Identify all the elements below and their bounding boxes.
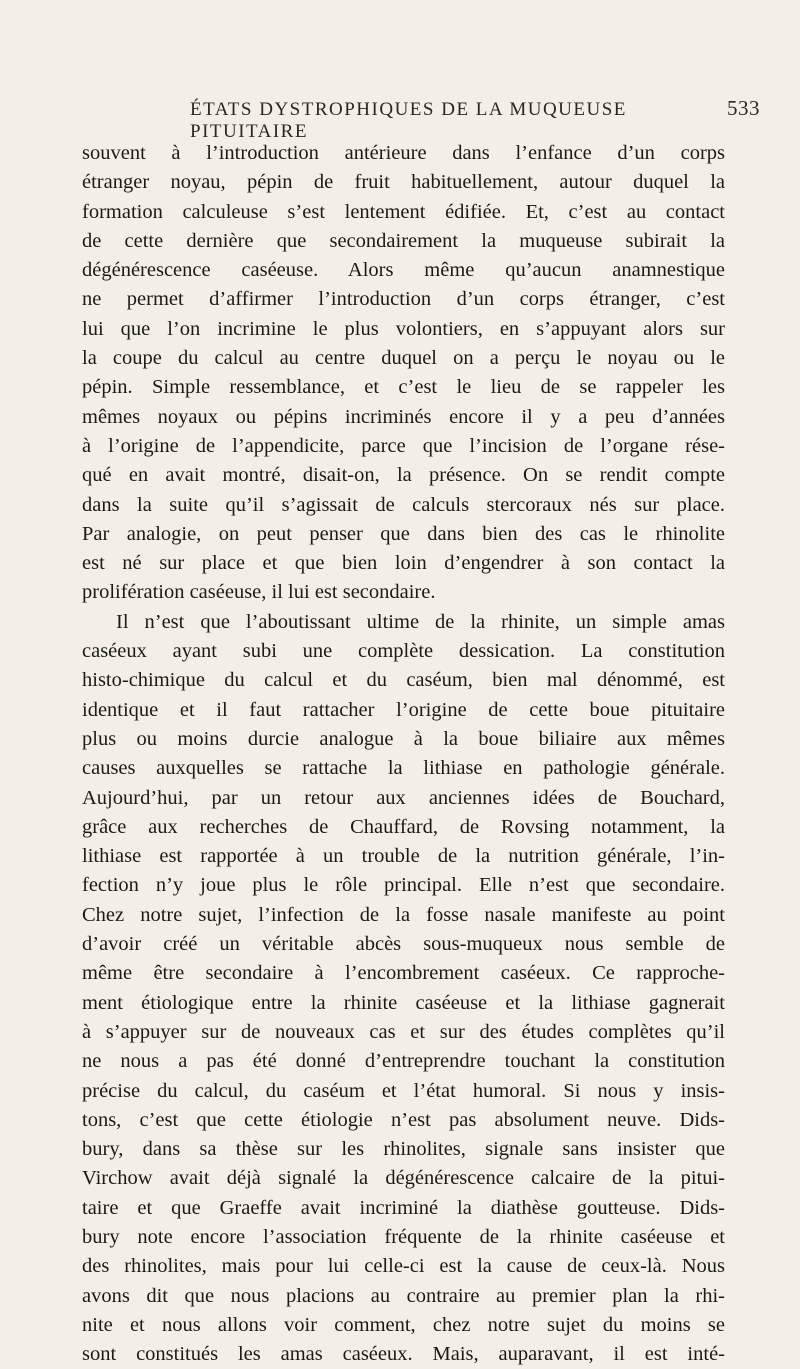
text-line: pépin. Simple ressemblance, et c’est le lieu de se rappeler les: [82, 376, 725, 399]
text-line: nite et nous allons voir comment, chez notre sujet du moins se: [82, 1313, 725, 1336]
text-line: même être secondaire à l’encombrement caséeux. Ce rapproche-: [82, 962, 725, 985]
text-line: précise du calcul, du caséum et l’état humoral. Si nous y insis-: [82, 1079, 725, 1102]
text-line: mêmes noyaux ou pépins incriminés encore il y a peu d’années: [82, 405, 725, 428]
text-line: histo-chimique du calcul et du caséum, bien mal dénommé, est: [82, 669, 725, 692]
text-line: taire et que Graeffe avait incriminé la diathèse goutteuse. Dids-: [82, 1196, 725, 1219]
text-line: bury, dans sa thèse sur les rhinolites, signale sans insister que: [82, 1138, 725, 1161]
text-line: à s’appuyer sur de nouveaux cas et sur des études complètes qu’il: [82, 1020, 725, 1043]
text-line: à l’origine de l’appendicite, parce que l’incision de l’organe rése-: [82, 434, 725, 457]
text-line: d’avoir créé un véritable abcès sous-muqueux nous semble de: [82, 933, 725, 956]
text-line: Par analogie, on peut penser que dans bien des cas le rhinolite: [82, 522, 725, 545]
text-line: la coupe du calcul au centre duquel on a perçu le noyau ou le: [82, 347, 725, 370]
text-line: est né sur place et que bien loin d’engendrer à son contact la: [82, 552, 725, 575]
text-line: bury note encore l’association fréquente de la rhinite caséeuse et: [82, 1225, 725, 1248]
text-line: de cette dernière que secondairement la muqueuse subirait la: [82, 229, 725, 252]
text-line: identique et il faut rattacher l’origine de cette boue pituitaire: [82, 698, 725, 721]
running-title: ÉTATS DYSTROPHIQUES DE LA MUQUEUSE PITUITAIRE: [190, 99, 627, 142]
text-line: des rhinolites, mais pour lui celle-ci est la cause de ceux-là. Nous: [82, 1255, 725, 1278]
text-line: souvent à l’introduction antérieure dans l’enfance d’un corps: [82, 142, 725, 164]
text-line: Chez notre sujet, l’infection de la fosse nasale manifeste au point: [82, 903, 725, 926]
text-line: formation calculeuse s’est lentement édifiée. Et, c’est au contact: [82, 200, 725, 223]
text-line: dégénérescence caséeuse. Alors même qu’aucun anamnestique: [82, 259, 725, 282]
body-text: [82, 139, 725, 1369]
text-line: lui que l’on incrimine le plus volontiers, en s’appuyant alors sur: [82, 317, 725, 340]
text-line: dans la suite qu’il s’agissait de calculs stercoraux nés sur place.: [82, 493, 725, 516]
text-line: grâce aux recherches de Chauffard, de Rovsing notamment, la: [82, 815, 725, 838]
text-line: Virchow avait déjà signalé la dégénérescence calcaire de la pitui-: [82, 1167, 725, 1190]
text-line: Il n’est que l’aboutissant ultime de la rhinite, un simple amas: [116, 610, 725, 633]
running-header: [190, 96, 760, 143]
text-line: fection n’y joue plus le rôle principal. Elle n’est que secondaire.: [82, 874, 725, 897]
text-line: caséeux ayant subi une complète dessication. La constitution: [82, 640, 725, 663]
text-line: Aujourd’hui, par un retour aux anciennes idées de Bouchard,: [82, 786, 725, 809]
text-line: qué en avait montré, disait-on, la présence. On se rendit compte: [82, 464, 725, 487]
text-line: ment étiologique entre la rhinite caséeuse et la lithiase gagnerait: [82, 991, 725, 1014]
text-line: plus ou moins durcie analogue à la boue biliaire aux mêmes: [82, 727, 725, 750]
text-line: lithiase est rapportée à un trouble de la nutrition générale, l’in-: [82, 845, 725, 868]
text-line: étranger noyau, pépin de fruit habituellement, autour duquel la: [82, 171, 725, 194]
text-line: causes auxquelles se rattache la lithiase en pathologie générale.: [82, 757, 725, 780]
text-line: prolifération caséeuse, il lui est secondaire.: [82, 581, 436, 604]
text-line: ne nous a pas été donné d’entreprendre touchant la constitution: [82, 1050, 725, 1073]
page-number: 533: [727, 96, 760, 120]
text-line: sont constitués les amas caséeux. Mais, auparavant, il est inté-: [82, 1343, 725, 1366]
text-line: avons dit que nous placions au contraire au premier plan la rhi-: [82, 1284, 725, 1307]
text-line: ne permet d’affirmer l’introduction d’un corps étranger, c’est: [82, 288, 725, 311]
text-line: tons, c’est que cette étiologie n’est pas absolument neuve. Dids-: [82, 1108, 725, 1131]
